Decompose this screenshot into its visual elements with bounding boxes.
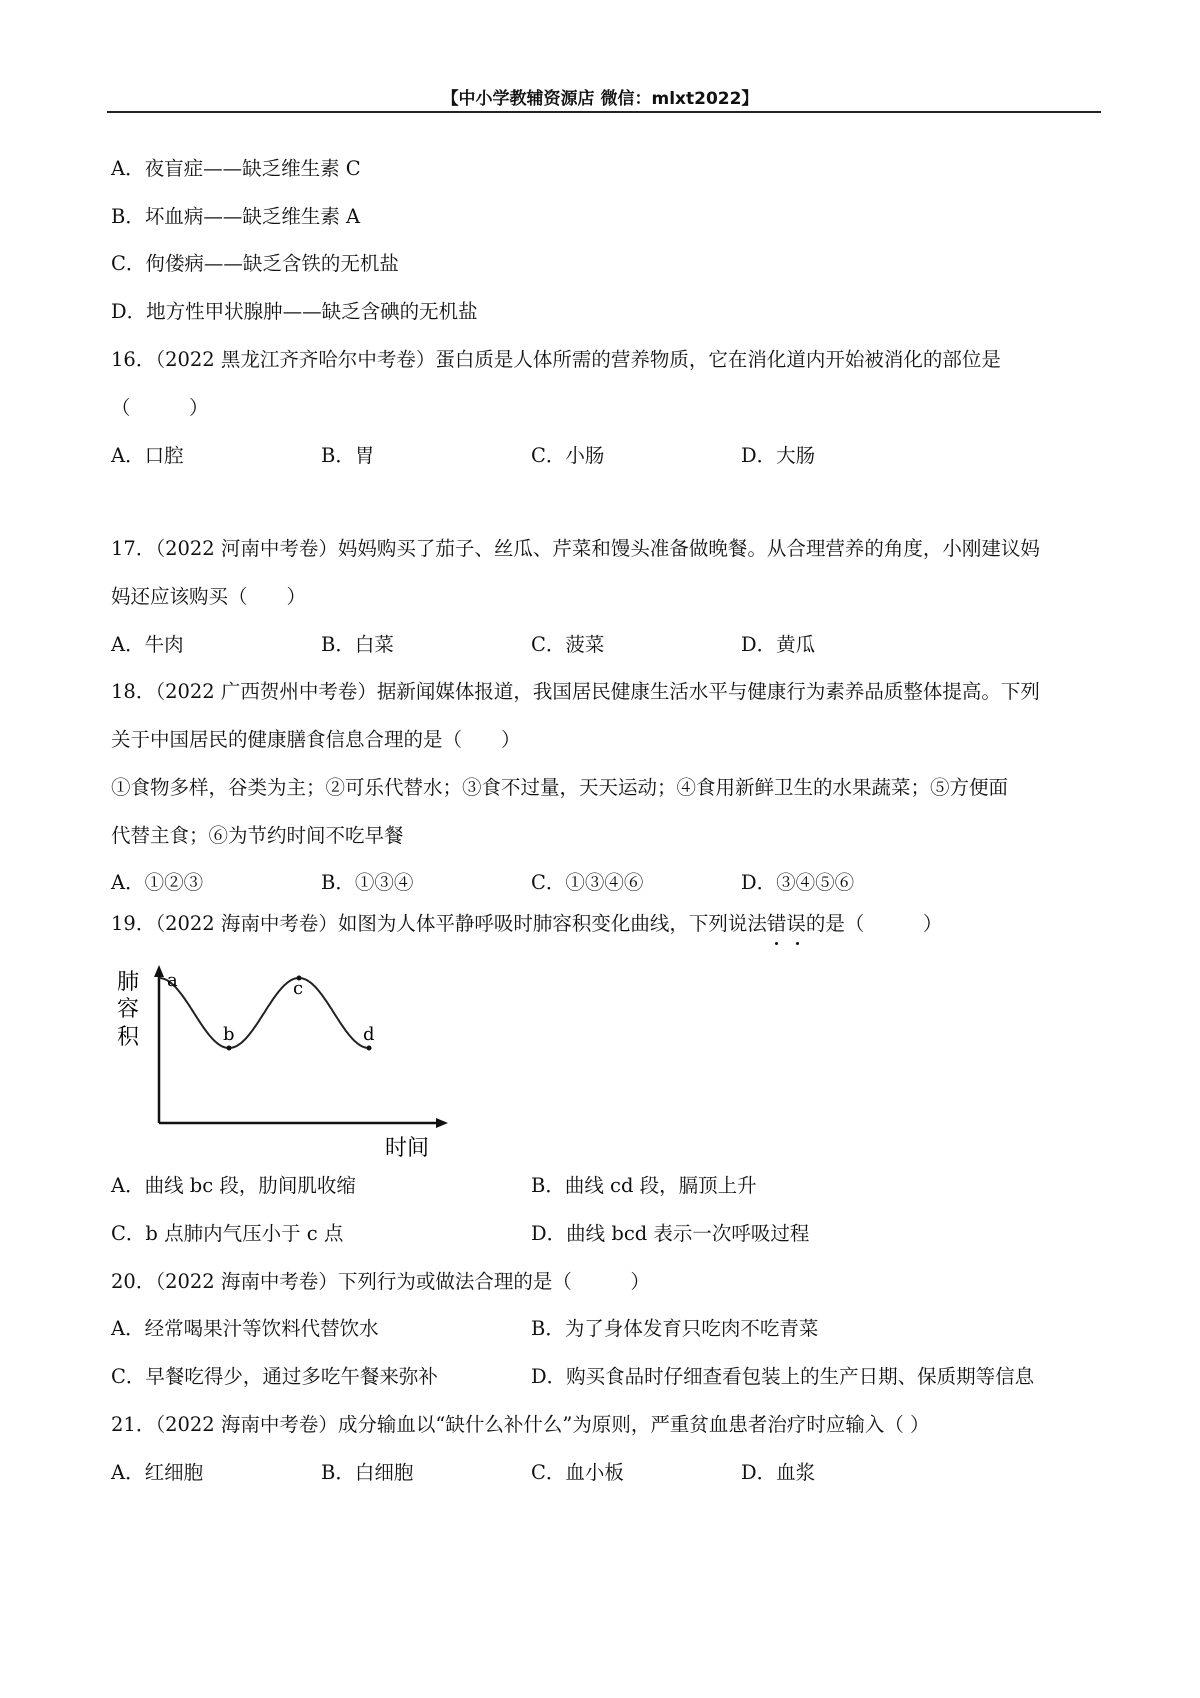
- q20-option-c: C．早餐吃得少，通过多吃午餐来弥补: [111, 1365, 438, 1388]
- q19-option-c: C．b 点肺内气压小于 c 点: [111, 1222, 344, 1245]
- emphasis-dot: [796, 942, 799, 945]
- header-rule: [107, 111, 1101, 113]
- q21-stem: 21．（2022 海南中考卷）成分输血以“缺什么补什么”为原则，严重贫血患者治疗时应输入（ ）: [111, 1413, 930, 1436]
- q17-option-c: C．菠菜: [531, 633, 605, 656]
- q15-option-b: B．坏血病——缺乏维生素 A: [111, 205, 361, 228]
- y-axis-arrow: [154, 965, 164, 977]
- x-axis-arrow: [436, 1118, 448, 1128]
- y-axis-label-2: 容: [117, 997, 140, 1022]
- q20-option-b: B．为了身体发育只吃肉不吃青菜: [531, 1317, 819, 1340]
- point-label-b: b: [223, 1024, 235, 1045]
- q19-option-b: B．曲线 cd 段，膈顶上升: [531, 1174, 757, 1197]
- q19-stem-emphasis: 错误: [767, 912, 806, 935]
- q19-stem-suffix: 的是（ ）: [805, 912, 943, 935]
- q17-option-b: B．白菜: [321, 633, 394, 656]
- page-header: 【中小学教辅资源店 微信：mlxt2022】: [441, 89, 759, 109]
- point-label-a: a: [167, 970, 178, 991]
- q20-stem: 20．（2022 海南中考卷）下列行为或做法合理的是（ ）: [111, 1270, 650, 1293]
- q15-option-a: A．夜盲症——缺乏维生素 C: [111, 157, 361, 180]
- q17-option-d: D．黄瓜: [741, 633, 816, 656]
- y-axis-label-1: 肺: [117, 970, 140, 995]
- q21-option-a: A．红细胞: [111, 1461, 204, 1484]
- q21-option-c: C．血小板: [531, 1461, 624, 1484]
- q16-stem-line1: 16．（2022 黑龙江齐齐哈尔中考卷）蛋白质是人体所需的营养物质，它在消化道内开始被消化的部位是: [111, 348, 1001, 371]
- q19-option-a: A．曲线 bc 段，肋间肌收缩: [111, 1174, 356, 1197]
- q16-option-a: A．口腔: [111, 444, 184, 467]
- q17-option-a: A．牛肉: [111, 633, 184, 656]
- point-d: [367, 1046, 372, 1051]
- lung-volume-chart: [110, 965, 460, 1165]
- q17-stem-line2: 妈还应该购买（ ）: [111, 585, 307, 608]
- q21-option-b: B．白细胞: [321, 1461, 414, 1484]
- q21-option-d: D．血浆: [741, 1461, 816, 1484]
- q18-stem-line4: 代替主食；⑥为节约时间不吃早餐: [111, 824, 404, 847]
- point-b: [227, 1046, 232, 1051]
- q18-option-a: A．①②③: [111, 871, 204, 894]
- point-label-d: d: [363, 1024, 375, 1045]
- q19-stem: [111, 910, 942, 938]
- q17-stem-line1: 17．（2022 河南中考卷）妈妈购买了茄子、丝瓜、芹菜和馒头准备做晚餐。从合理营养的角度，小刚建议妈: [111, 537, 1040, 560]
- q18-stem-line1: 18．（2022 广西贺州中考卷）据新闻媒体报道，我国居民健康生活水平与健康行为素养品质整体提高。下列: [111, 680, 1040, 703]
- q15-option-c: C．佝偻病——缺乏含铁的无机盐: [111, 252, 399, 275]
- q19-option-d: D．曲线 bcd 表示一次呼吸过程: [531, 1222, 810, 1245]
- q19-stem-prefix: 19．（2022 海南中考卷）如图为人体平静呼吸时肺容积变化曲线，下列说法: [111, 912, 767, 935]
- q20-option-d: D．购买食品时仔细查看包装上的生产日期、保质期等信息: [531, 1365, 1035, 1388]
- q18-option-c: C．①③④⑥: [531, 871, 644, 894]
- q16-option-d: D．大肠: [741, 444, 816, 467]
- point-label-c: c: [293, 978, 304, 999]
- q15-option-d: D．地方性甲状腺肿——缺乏含碘的无机盐: [111, 300, 478, 323]
- x-axis-label: 时间: [385, 1136, 430, 1161]
- y-axis-label-3: 积: [117, 1025, 140, 1050]
- q18-stem-line2: 关于中国居民的健康膳食信息合理的是（ ）: [111, 728, 521, 751]
- q18-option-d: D．③④⑤⑥: [741, 871, 855, 894]
- q16-stem-line2: （ ）: [111, 396, 209, 419]
- volume-curve: [159, 978, 371, 1048]
- q16-option-b: B．胃: [321, 444, 375, 467]
- q20-option-a: A．经常喝果汁等饮料代替饮水: [111, 1317, 379, 1340]
- emphasis-dot: [775, 942, 778, 945]
- q16-option-c: C．小肠: [531, 444, 605, 467]
- q18-option-b: B．①③④: [321, 871, 414, 894]
- q18-stem-line3: ①食物多样，谷类为主；②可乐代替水；③食不过量，天天运动；④食用新鲜卫生的水果蔬菜；⑤方便面: [111, 776, 1009, 799]
